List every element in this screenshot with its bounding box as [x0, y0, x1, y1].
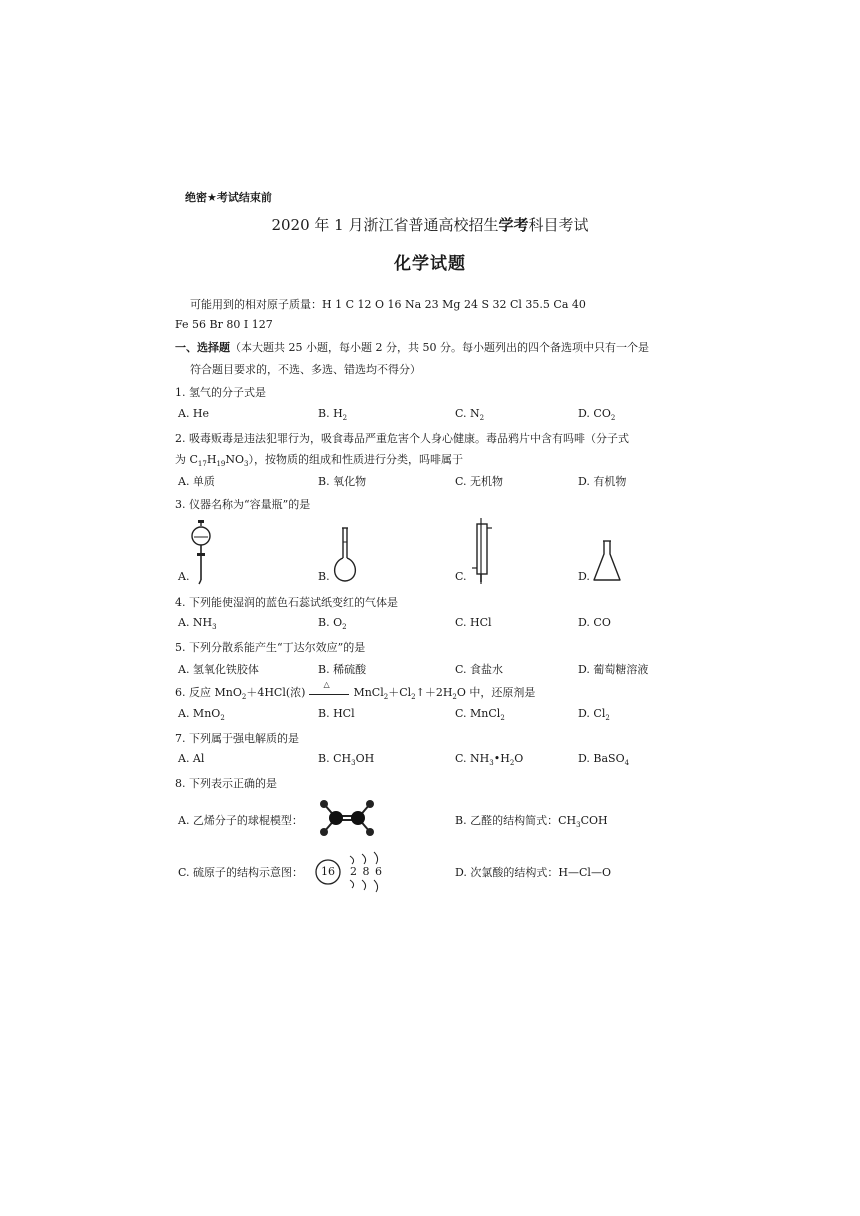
q3-stem: 3. 仪器名称为“容量瓶”的是: [175, 498, 311, 511]
subject-title: 化学试题: [394, 254, 466, 274]
q5-option-d: D. 葡萄糖溶液: [578, 663, 649, 676]
q4-option-c: C. HCl: [455, 616, 492, 629]
q1-option-a: A. He: [178, 407, 210, 420]
q2-option-c: C. 无机物: [455, 475, 504, 488]
q5-option-c: C. 食盐水: [455, 663, 504, 676]
q3-option-d: D.: [578, 570, 590, 583]
q1-option-c: C. $N_2$: [455, 407, 485, 423]
ethylene-ball-stick-model: [316, 798, 378, 838]
q8-stem: 8. 下列表示正确的是: [175, 777, 277, 790]
q4-option-b: B. $O_2$: [318, 616, 347, 632]
q6-option-d: D. $Cl_2$: [578, 707, 610, 723]
q8-option-c: C. 硫原子的结构示意图：: [178, 866, 304, 879]
q3-option-b: B.: [318, 570, 330, 583]
q5-stem: 5. 下列分散系能产生“丁达尔效应”的是: [175, 641, 366, 654]
q7-option-a: A. Al: [178, 752, 205, 765]
condenser-icon: [470, 518, 496, 584]
section-title: 一、选择题: [175, 341, 230, 354]
q8-option-b: B. 乙醛的结构简式：$CH_3COH$: [455, 814, 608, 830]
q2-stem-line1: 2. 吸毒贩毒是违法犯罪行为，吸食毒品严重危害个人身心健康。毒品鸦片中含有吗啡（分子式: [175, 432, 629, 445]
section-heading: [175, 339, 649, 355]
q4-option-a: A. $NH_3$: [178, 616, 217, 632]
q7-option-d: D. BaSO$_4$: [578, 752, 630, 768]
q7-stem: 7. 下列属于强电解质的是: [175, 732, 299, 745]
q6-option-b: B. HCl: [318, 707, 355, 720]
q4-option-d: D. CO: [578, 616, 611, 629]
atomic-masses-line1: 可能用到的相对原子质量：H 1 C 12 O 16 Na 23 Mg 24 S 32 Cl 35.5 Ca 40: [190, 298, 586, 311]
volumetric-flask-icon: [330, 528, 360, 584]
atom-electron-shells: 2 8 6: [350, 865, 383, 878]
q6-stem: 6. 反应 MnO$_2$＋4HCl(浓) △ $MnCl_2+Cl_2↑+2H_2O$ 中，还原剂是: [175, 679, 536, 702]
q6-option-c: C. MnCl$_2$: [455, 707, 505, 723]
sulfur-atom-diagram: [312, 850, 392, 894]
section-desc1: （本大题共 25 小题，每小题 2 分，共 50 分。每小题列出的四个备选项中只有一个是: [230, 341, 649, 354]
q2-option-d: D. 有机物: [578, 475, 627, 488]
exam-title-pre: 2020 年 1 月浙江省普通高校招生: [271, 216, 499, 234]
atom-nucleus-charge: 16: [321, 865, 335, 878]
q6-option-a: A. MnO$_2$: [178, 707, 225, 723]
q7-option-b: B. $CH_3OH$: [318, 752, 375, 768]
q5-option-a: A. 氢氧化铁胶体: [178, 663, 259, 676]
section-desc2: 符合题目要求的，不选、多选、错选均不得分）: [190, 363, 421, 376]
exam-title-post: 科目考试: [528, 216, 589, 234]
q4-stem: 4. 下列能使湿润的蓝色石蕊试纸变红的气体是: [175, 596, 398, 609]
q2-option-b: B. 氧化物: [318, 475, 367, 488]
exam-title: [0, 214, 860, 235]
q8-option-a: A. 乙烯分子的球棍模型：: [178, 814, 303, 827]
heat-arrow: △: [309, 692, 349, 695]
conical-flask-icon: [592, 540, 622, 582]
q3-option-c: C.: [455, 570, 467, 583]
q1-option-d: D. $CO_2$: [578, 407, 616, 423]
q3-option-a: A.: [178, 570, 190, 583]
q7-option-c: C. $NH_3•H_2O$: [455, 752, 524, 768]
exam-title-bold: 学考: [498, 216, 529, 234]
separatory-funnel-icon: [188, 520, 214, 584]
confidential-label: 绝密★考试结束前: [185, 191, 272, 204]
q2-option-a: A. 单质: [178, 475, 215, 488]
q5-option-b: B. 稀硫酸: [318, 663, 367, 676]
q1-stem: 1. 氢气的分子式是: [175, 386, 266, 399]
q1-option-b: B. $H_2$: [318, 407, 348, 423]
atomic-masses-line2: Fe 56 Br 80 I 127: [175, 318, 273, 331]
q2-stem-line2: 为 $C_{17}H_{19}NO_3$），按物质的组成和性质进行分类，吗啡属于: [175, 453, 463, 469]
q8-option-d: D. 次氯酸的结构式：H—Cl—O: [455, 866, 611, 879]
